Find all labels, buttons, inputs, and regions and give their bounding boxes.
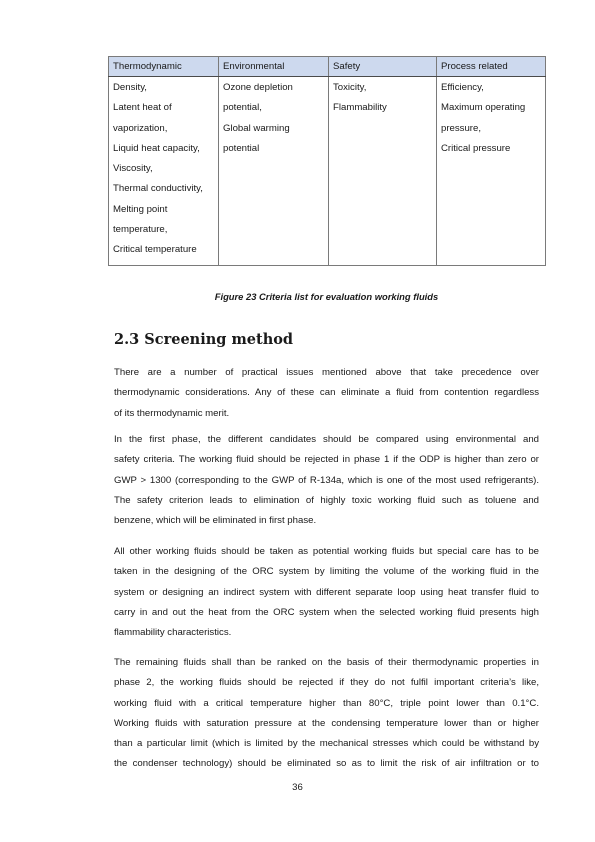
paragraph [114, 363, 539, 424]
cell-thermodynamic [109, 77, 219, 266]
text-line: phase 2, the working fluids should be rejected if they do not fulfil important criteria’s like, [114, 677, 539, 689]
cell-text: pressure, [441, 122, 481, 134]
text-line: benzene, which will be eliminated in first phase. [114, 515, 317, 527]
text-line: taken in the designing of the ORC system by limiting the volume of the working fluid in the [114, 566, 539, 578]
cell-text: Maximum operating [441, 102, 526, 114]
text-line: There are a number of practical issues mentioned above that take precedence over [114, 367, 539, 378]
cell-text: potential, [223, 102, 262, 114]
text-line: flammability characteristics. [114, 627, 232, 639]
cell-text: Critical temperature [113, 244, 197, 256]
figure-caption: Figure 23 Criteria list for evaluation working fluids [214, 291, 439, 302]
table-row [109, 77, 546, 266]
cell-text: Melting point [113, 203, 168, 215]
cell-text: Flammability [333, 102, 387, 114]
cell-safety [329, 77, 437, 266]
cell-text: Density, [113, 82, 147, 93]
cell-text: potential [223, 142, 260, 154]
text-line: safety criteria. The working fluid should be rejected in phase 1 if the ODP is higher than zero or [114, 454, 539, 466]
cell-environmental [219, 77, 329, 266]
cell-text: Liquid heat capacity, [113, 142, 200, 154]
header-thermodynamic: Thermodynamic [109, 57, 219, 77]
cell-text: Efficiency, [441, 82, 484, 93]
cell-text: Thermal conductivity, [113, 183, 203, 195]
paragraph [114, 653, 539, 775]
cell-text: vaporization, [113, 122, 168, 134]
paragraph [114, 430, 539, 531]
header-process-related: Process related [437, 57, 546, 77]
text-line: carry in and out the heat from the ORC system when the selected working fluid presents high [114, 606, 539, 618]
text-line: All other working fluids should be taken as potential working fluids but special care has to be [114, 546, 539, 557]
text-line: than a particular limit (which is limited by the mechanical stresses which could be withstand by [114, 738, 539, 750]
cell-text: Ozone depletion [223, 82, 293, 93]
text-line: system or designing an indirect system with different separate loop using heat transfer fluid to [114, 586, 539, 598]
text-line: thermodynamic considerations. Any of these can eliminate a fluid from contention regardless [114, 387, 539, 399]
text-line: working fluid with a critical temperature higher than 80°C, triple point lower than 0.1°C. [114, 697, 539, 709]
page-number: 36 [292, 782, 303, 793]
text-line: In the first phase, the different candidates should be compared using environmental and [114, 434, 539, 445]
header-environmental: Environmental [219, 57, 329, 77]
criteria-table [108, 56, 546, 266]
cell-text: Toxicity, [333, 82, 367, 93]
text-line: of its thermodynamic merit. [114, 407, 230, 419]
cell-process-related [437, 77, 546, 266]
cell-text: Critical pressure [441, 142, 511, 154]
text-line: the condenser technology) should be eliminated so as to limit the risk of air infiltration or to [114, 758, 539, 770]
table-header-row [109, 57, 546, 77]
cell-text: Global warming [223, 122, 290, 134]
header-safety: Safety [329, 57, 437, 77]
cell-text: temperature, [113, 224, 168, 236]
cell-text: Latent heat of [113, 102, 172, 114]
cell-text: Viscosity, [113, 163, 153, 175]
text-line: The remaining fluids shall than be ranked on the basis of their thermodynamic properties in [114, 657, 539, 668]
text-line: The safety criterion leads to elimination of highly toxic working fluid such as toluene and [114, 494, 539, 506]
paragraph [114, 542, 539, 643]
section-heading: 2.3 Screening method [114, 331, 294, 348]
text-line: Working fluids with saturation pressure at the condensing temperature lower than or higher [114, 717, 539, 729]
text-line: GWP > 1300 (corresponding to the GWP of R-134a, which is one of the most used refrigerants). [114, 474, 539, 486]
